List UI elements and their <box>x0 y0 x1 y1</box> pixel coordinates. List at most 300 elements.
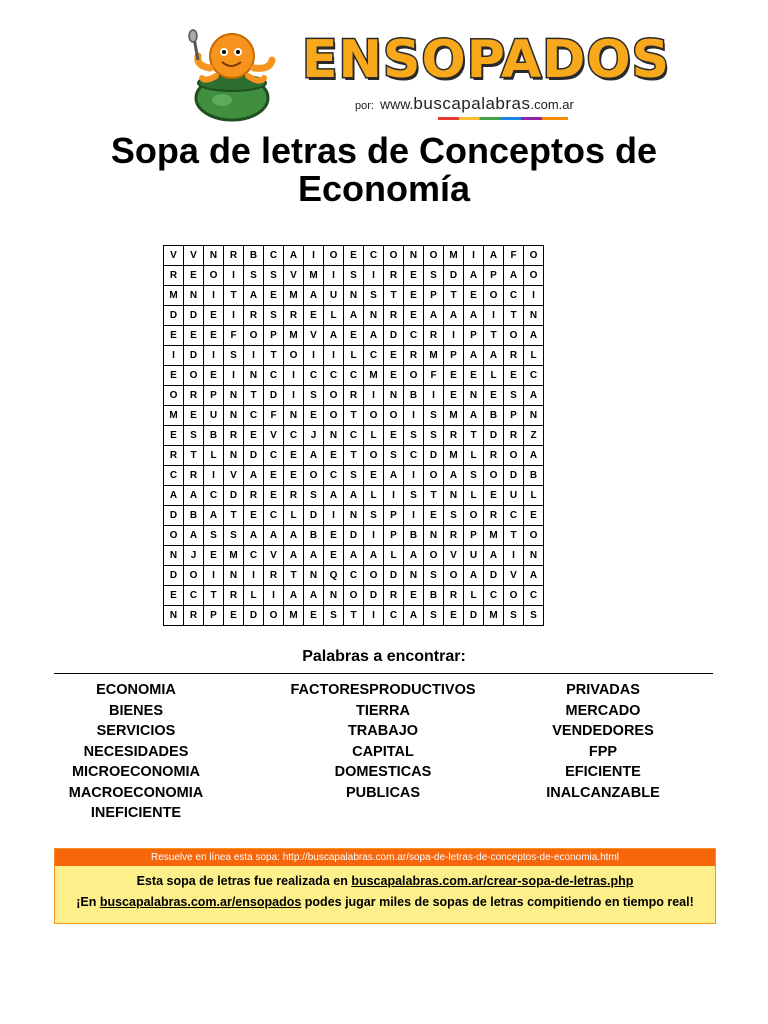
grid-cell: S <box>224 346 244 366</box>
grid-cell: R <box>484 446 504 466</box>
grid-cell: M <box>224 546 244 566</box>
grid-cell: E <box>304 606 324 626</box>
word-item: SERVICIOS <box>96 723 176 739</box>
grid-cell: D <box>264 386 284 406</box>
word-item: DOMESTICAS <box>334 764 432 780</box>
octopus-mascot-icon <box>180 28 280 123</box>
grid-cell: R <box>404 346 424 366</box>
grid-cell: R <box>244 306 264 326</box>
grid-cell: C <box>524 366 544 386</box>
grid-cell: E <box>324 526 344 546</box>
grid-cell: J <box>184 546 204 566</box>
grid-cell: E <box>364 466 384 486</box>
grid-cell: A <box>184 486 204 506</box>
grid-cell: C <box>344 366 364 386</box>
grid-cell: Q <box>324 566 344 586</box>
grid-cell: R <box>384 306 404 326</box>
grid-cell: C <box>204 486 224 506</box>
grid-cell: D <box>224 486 244 506</box>
grid-row <box>164 306 544 326</box>
grid-cell: N <box>384 386 404 406</box>
grid-cell: O <box>484 466 504 486</box>
grid-cell: O <box>524 246 544 266</box>
grid-cell: E <box>324 446 344 466</box>
grid-cell: T <box>444 286 464 306</box>
grid-cell: D <box>164 306 184 326</box>
online-solve-link[interactable]: Resuelve en línea esta sopa: http://buscapalabras.com.ar/sopa-de-letras-de-conceptos-de-economia.html <box>55 849 715 866</box>
grid-cell: C <box>344 426 364 446</box>
grid-cell: O <box>484 286 504 306</box>
grid-cell: A <box>524 446 544 466</box>
grid-cell: E <box>444 386 464 406</box>
grid-cell: E <box>404 586 424 606</box>
grid-row <box>164 286 544 306</box>
grid-cell: C <box>344 566 364 586</box>
grid-cell: C <box>264 366 284 386</box>
grid-cell: D <box>384 566 404 586</box>
grid-cell: C <box>504 506 524 526</box>
grid-cell: A <box>344 486 364 506</box>
grid-cell: T <box>504 306 524 326</box>
grid-cell: C <box>264 506 284 526</box>
word-search-grid <box>163 245 544 626</box>
grid-cell: O <box>304 466 324 486</box>
grid-cell: D <box>424 446 444 466</box>
brand-byline <box>355 94 574 114</box>
grid-row <box>164 406 544 426</box>
grid-cell: E <box>404 266 424 286</box>
grid-cell: L <box>364 426 384 446</box>
grid-cell: T <box>344 406 364 426</box>
grid-cell: A <box>504 266 524 286</box>
grid-cell: E <box>464 286 484 306</box>
grid-row <box>164 526 544 546</box>
grid-cell: P <box>444 346 464 366</box>
grid-cell: B <box>304 526 324 546</box>
grid-cell: R <box>284 486 304 506</box>
grid-cell: S <box>404 486 424 506</box>
grid-cell: T <box>464 426 484 446</box>
grid-cell: N <box>304 566 324 586</box>
grid-cell: U <box>324 286 344 306</box>
grid-cell: O <box>264 606 284 626</box>
grid-cell: N <box>244 366 264 386</box>
grid-cell: R <box>484 506 504 526</box>
grid-cell: C <box>304 366 324 386</box>
grid-cell: N <box>164 546 184 566</box>
grid-cell: A <box>384 466 404 486</box>
grid-row <box>164 366 544 386</box>
grid-row <box>164 546 544 566</box>
grid-cell: V <box>504 566 524 586</box>
grid-cell: P <box>384 526 404 546</box>
grid-cell: I <box>404 466 424 486</box>
grid-cell: D <box>304 506 324 526</box>
grid-cell: P <box>204 606 224 626</box>
grid-cell: M <box>364 366 384 386</box>
grid-row <box>164 486 544 506</box>
grid-row <box>164 386 544 406</box>
grid-cell: I <box>224 306 244 326</box>
grid-cell: N <box>324 586 344 606</box>
grid-cell: S <box>304 386 324 406</box>
ensopados-link[interactable]: buscapalabras.com.ar/ensopados <box>99 895 302 909</box>
grid-cell: N <box>204 246 224 266</box>
grid-cell: B <box>404 526 424 546</box>
grid-cell: C <box>484 586 504 606</box>
grid-cell: A <box>284 246 304 266</box>
grid-cell: L <box>484 366 504 386</box>
grid-cell: R <box>444 526 464 546</box>
grid-cell: C <box>164 466 184 486</box>
grid-cell: T <box>504 526 524 546</box>
grid-cell: E <box>284 466 304 486</box>
grid-cell: I <box>284 366 304 386</box>
grid-cell: O <box>344 586 364 606</box>
grid-cell: I <box>284 386 304 406</box>
grid-cell: O <box>524 526 544 546</box>
divider <box>54 673 713 674</box>
grid-cell: C <box>324 466 344 486</box>
word-item: MACROECONOMIA <box>68 784 204 801</box>
grid-cell: S <box>304 486 324 506</box>
grid-cell: A <box>524 566 544 586</box>
grid-cell: A <box>464 346 484 366</box>
grid-cell: V <box>224 466 244 486</box>
grid-cell: E <box>164 426 184 446</box>
grid-cell: O <box>324 246 344 266</box>
grid-cell: A <box>244 286 264 306</box>
grid-cell: N <box>404 566 424 586</box>
grid-cell: I <box>504 546 524 566</box>
grid-cell: I <box>324 266 344 286</box>
grid-cell: R <box>344 386 364 406</box>
word-item: ECONOMIA <box>96 682 176 698</box>
grid-cell: B <box>484 406 504 426</box>
word-item: TRABAJO <box>347 723 419 739</box>
grid-cell: F <box>504 246 524 266</box>
grid-cell: T <box>204 586 224 606</box>
grid-cell: E <box>504 366 524 386</box>
grid-cell: O <box>244 326 264 346</box>
word-list-column-3 <box>488 680 718 803</box>
word-item: FACTORESPRODUCTIVOS <box>290 682 476 698</box>
grid-cell: E <box>184 266 204 286</box>
grid-cell: E <box>264 466 284 486</box>
grid-cell: E <box>244 506 264 526</box>
grid-cell: N <box>344 286 364 306</box>
grid-cell: D <box>184 346 204 366</box>
grid-cell: S <box>424 266 444 286</box>
grid-cell: D <box>484 426 504 446</box>
grid-cell: C <box>324 366 344 386</box>
ensopados-logo <box>180 28 671 128</box>
grid-cell: L <box>464 586 484 606</box>
grid-cell: E <box>384 426 404 446</box>
grid-cell: T <box>224 286 244 306</box>
grid-cell: R <box>164 266 184 286</box>
grid-cell: N <box>324 426 344 446</box>
grid-cell: A <box>404 606 424 626</box>
grid-cell: A <box>264 526 284 546</box>
grid-cell: I <box>164 346 184 366</box>
grid-cell: A <box>364 546 384 566</box>
grid-row <box>164 606 544 626</box>
grid-cell: C <box>184 586 204 606</box>
grid-cell: F <box>224 326 244 346</box>
grid-cell: V <box>264 426 284 446</box>
grid-cell: M <box>164 406 184 426</box>
grid-cell: I <box>484 306 504 326</box>
grid-cell: L <box>384 546 404 566</box>
grid-cell: O <box>284 346 304 366</box>
grid-cell: S <box>504 606 524 626</box>
page-title: Sopa de letras de Conceptos de Economía <box>110 130 658 209</box>
grid-cell: E <box>284 446 304 466</box>
grid-cell: O <box>444 566 464 586</box>
grid-cell: L <box>464 446 484 466</box>
grid-cell: C <box>524 586 544 606</box>
grid-cell: E <box>484 486 504 506</box>
grid-cell: I <box>204 346 224 366</box>
grid-cell: A <box>304 546 324 566</box>
grid-cell: V <box>284 266 304 286</box>
word-item: CAPITAL <box>352 743 414 760</box>
grid-cell: E <box>164 366 184 386</box>
grid-cell: I <box>224 366 244 386</box>
byline-tld: .com.ar <box>530 97 574 112</box>
grid-cell: R <box>284 306 304 326</box>
grid-cell: N <box>444 486 464 506</box>
grid-cell: V <box>304 326 324 346</box>
grid-cell: I <box>304 246 324 266</box>
grid-cell: N <box>344 506 364 526</box>
grid-cell: A <box>424 306 444 326</box>
grid-cell: E <box>484 386 504 406</box>
grid-cell: I <box>224 266 244 286</box>
grid-cell: D <box>184 306 204 326</box>
grid-cell: R <box>384 266 404 286</box>
grid-cell: I <box>364 266 384 286</box>
grid-cell: I <box>424 386 444 406</box>
grid-cell: E <box>184 406 204 426</box>
grid-cell: S <box>264 266 284 286</box>
grid-cell: B <box>424 586 444 606</box>
grid-cell: T <box>244 386 264 406</box>
grid-cell: A <box>484 346 504 366</box>
create-puzzle-link[interactable]: buscapalabras.com.ar/crear-sopa-de-letras.php <box>351 874 634 888</box>
word-item: EFICIENTE <box>565 764 641 780</box>
grid-cell: I <box>304 346 324 366</box>
grid-cell: E <box>204 546 224 566</box>
grid-cell: A <box>284 526 304 546</box>
grid-cell: R <box>224 586 244 606</box>
grid-cell: N <box>424 526 444 546</box>
grid-cell: E <box>264 486 284 506</box>
grid-cell: A <box>304 586 324 606</box>
grid-cell: E <box>464 366 484 386</box>
grid-cell: P <box>264 326 284 346</box>
grid-cell: S <box>264 306 284 326</box>
grid-cell: E <box>424 506 444 526</box>
grid-cell: M <box>444 446 464 466</box>
grid-cell: I <box>244 566 264 586</box>
grid-cell: S <box>424 406 444 426</box>
grid-cell: T <box>344 446 364 466</box>
grid-cell: S <box>364 506 384 526</box>
grid-cell: L <box>344 346 364 366</box>
grid-cell: N <box>524 546 544 566</box>
grid-cell: A <box>244 526 264 546</box>
grid-cell: O <box>324 386 344 406</box>
grid-row <box>164 266 544 286</box>
grid-cell: D <box>444 266 464 286</box>
grid-cell: E <box>204 366 224 386</box>
grid-cell: V <box>444 546 464 566</box>
grid-cell: F <box>424 366 444 386</box>
grid-cell: R <box>424 326 444 346</box>
grid-cell: E <box>224 606 244 626</box>
grid-cell: D <box>344 526 364 546</box>
grid-cell: O <box>424 246 444 266</box>
grid-cell: O <box>524 266 544 286</box>
grid-cell: N <box>224 446 244 466</box>
grid-cell: T <box>224 506 244 526</box>
grid-cell: C <box>364 346 384 366</box>
grid-cell: O <box>384 246 404 266</box>
grid-cell: E <box>384 346 404 366</box>
grid-cell: E <box>404 286 424 306</box>
grid-cell: S <box>504 386 524 406</box>
word-item: INEFICIENTE <box>90 805 182 821</box>
grid-cell: T <box>484 326 504 346</box>
grid-cell: N <box>164 606 184 626</box>
grid-cell: M <box>444 246 464 266</box>
grid-cell: U <box>464 546 484 566</box>
grid-cell: M <box>164 286 184 306</box>
word-list-column-1 <box>21 680 251 824</box>
grid-cell: V <box>264 546 284 566</box>
grid-cell: M <box>484 526 504 546</box>
footer-box <box>54 848 716 924</box>
grid-cell: R <box>264 566 284 586</box>
grid-cell: N <box>224 566 244 586</box>
grid-cell: A <box>524 326 544 346</box>
grid-cell: A <box>204 506 224 526</box>
grid-cell: P <box>464 326 484 346</box>
grid-cell: Z <box>524 426 544 446</box>
grid-cell: O <box>364 566 384 586</box>
grid-cell: D <box>504 466 524 486</box>
grid-cell: I <box>244 346 264 366</box>
grid-cell: I <box>204 286 224 306</box>
grid-cell: B <box>404 386 424 406</box>
grid-cell: S <box>524 606 544 626</box>
grid-cell: O <box>164 526 184 546</box>
word-item: PRIVADAS <box>566 682 640 698</box>
grid-cell: S <box>324 606 344 626</box>
grid-row <box>164 586 544 606</box>
grid-cell: O <box>504 446 524 466</box>
grid-cell: E <box>264 286 284 306</box>
grid-cell: S <box>184 426 204 446</box>
grid-cell: E <box>344 246 364 266</box>
grid-cell: A <box>244 466 264 486</box>
grid-cell: A <box>304 446 324 466</box>
grid-cell: E <box>204 306 224 326</box>
word-item: TIERRA <box>356 702 410 719</box>
grid-cell: T <box>264 346 284 366</box>
grid-cell: I <box>364 606 384 626</box>
byline-prefix: por: <box>355 100 374 112</box>
grid-cell: O <box>184 366 204 386</box>
grid-cell: D <box>244 606 264 626</box>
grid-cell: N <box>524 306 544 326</box>
grid-cell: O <box>464 506 484 526</box>
grid-cell: E <box>244 426 264 446</box>
grid-cell: V <box>184 246 204 266</box>
grid-cell: E <box>324 546 344 566</box>
grid-cell: C <box>284 426 304 446</box>
grid-cell: E <box>444 606 464 626</box>
grid-cell: S <box>424 426 444 446</box>
grid-cell: S <box>224 526 244 546</box>
grid-cell: E <box>524 506 544 526</box>
grid-row <box>164 426 544 446</box>
grid-cell: R <box>184 466 204 486</box>
word-item: BIENES <box>109 702 163 719</box>
grid-cell: R <box>244 486 264 506</box>
grid-cell: R <box>384 586 404 606</box>
brand-name: ENSOPADOS <box>302 30 671 90</box>
word-item: NECESIDADES <box>83 743 189 760</box>
grid-cell: O <box>424 466 444 486</box>
grid-cell: L <box>524 346 544 366</box>
grid-cell: C <box>364 246 384 266</box>
grid-cell: D <box>484 566 504 586</box>
grid-cell: C <box>504 286 524 306</box>
grid-cell: O <box>324 406 344 426</box>
grid-cell: I <box>464 246 484 266</box>
grid-cell: D <box>164 506 184 526</box>
grid-cell: E <box>384 366 404 386</box>
grid-cell: A <box>484 546 504 566</box>
grid-cell: C <box>244 546 264 566</box>
grid-cell: I <box>204 566 224 586</box>
grid-cell: D <box>384 326 404 346</box>
grid-cell: P <box>204 386 224 406</box>
word-item: INALCANZABLE <box>546 784 660 801</box>
grid-cell: A <box>184 526 204 546</box>
byline-domain: buscapalabras <box>413 94 531 113</box>
grid-cell: I <box>384 486 404 506</box>
grid-cell: T <box>284 566 304 586</box>
grid-cell: A <box>404 546 424 566</box>
grid-cell: A <box>444 306 464 326</box>
grid-cell: R <box>164 446 184 466</box>
grid-cell: O <box>364 446 384 466</box>
grid-cell: R <box>504 426 524 446</box>
grid-cell: L <box>324 306 344 326</box>
word-list-column-2 <box>268 680 498 803</box>
grid-cell: I <box>404 406 424 426</box>
grid-cell: P <box>484 266 504 286</box>
grid-cell: P <box>504 406 524 426</box>
grid-cell: R <box>184 606 204 626</box>
grid-cell: A <box>284 546 304 566</box>
grid-cell: L <box>364 486 384 506</box>
byline-www: www. <box>379 96 414 112</box>
